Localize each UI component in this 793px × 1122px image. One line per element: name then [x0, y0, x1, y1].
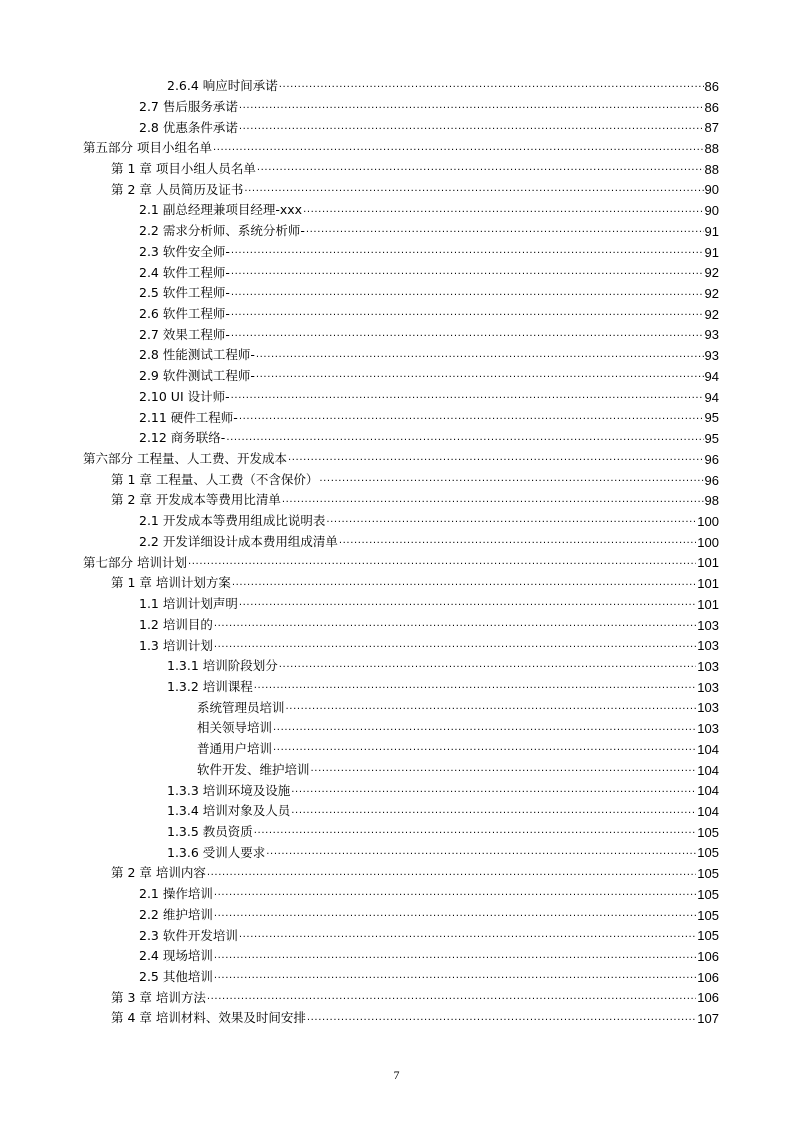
toc-entry-title: 2.1 操作培训: [139, 886, 213, 902]
toc-entry[interactable]: [0, 97, 793, 118]
toc-dot-leader: [303, 205, 703, 217]
toc-dot-leader: [188, 557, 696, 569]
toc-dot-leader: [291, 785, 696, 797]
toc-entry[interactable]: [0, 635, 793, 656]
toc-dot-leader: [214, 888, 696, 900]
toc-entry-title: 2.4 软件工程师-: [139, 264, 230, 280]
toc-dot-leader: [319, 474, 703, 486]
toc-entry[interactable]: [0, 553, 793, 574]
toc-entry[interactable]: [0, 387, 793, 408]
toc-entry-page: 91: [704, 223, 719, 239]
toc-entry-page: 106: [697, 990, 719, 1006]
toc-entry-page: 92: [704, 265, 719, 281]
toc-entry[interactable]: [0, 428, 793, 449]
toc-dot-leader: [306, 225, 704, 237]
toc-entry-page: 95: [704, 410, 719, 426]
toc-dot-leader: [226, 433, 703, 445]
toc-entry[interactable]: [0, 594, 793, 615]
toc-dot-leader: [231, 391, 704, 403]
toc-entry-page: 101: [697, 596, 719, 612]
toc-entry-title: 2.10 UI 设计师-: [139, 388, 230, 404]
toc-entry-page: 105: [697, 886, 719, 902]
toc-entry-title: 1.3.2 培训课程: [167, 678, 253, 694]
toc-entry-title: 1.3.6 受训人要求: [167, 844, 266, 860]
toc-entry[interactable]: [0, 760, 793, 781]
toc-entry-title: 2.9 软件测试工程师-: [139, 368, 255, 384]
toc-entry[interactable]: [0, 843, 793, 864]
toc-entry[interactable]: [0, 325, 793, 346]
toc-entry[interactable]: [0, 739, 793, 760]
toc-entry-title: 第 4 章 培训材料、效果及时间安排: [111, 1010, 306, 1026]
toc-entry-page: 103: [697, 679, 719, 695]
toc-dot-leader: [311, 764, 697, 776]
toc-entry-title: 第 2 章 开发成本等费用比清单: [111, 492, 281, 508]
toc-entry[interactable]: [0, 138, 793, 159]
toc-dot-leader: [307, 1013, 696, 1025]
toc-dot-leader: [339, 536, 696, 548]
toc-dot-leader: [231, 329, 704, 341]
toc-entry[interactable]: [0, 884, 793, 905]
toc-dot-leader: [326, 515, 696, 527]
toc-entry[interactable]: [0, 242, 793, 263]
toc-entry-page: 107: [697, 1011, 719, 1027]
toc-entry-title: 2.8 优惠条件承诺: [139, 119, 238, 135]
toc-entry-page: 101: [697, 576, 719, 592]
toc-entry-page: 106: [697, 949, 719, 965]
toc-dot-leader: [286, 702, 697, 714]
toc-entry[interactable]: [0, 863, 793, 884]
toc-entry-title: 2.5 其他培训: [139, 969, 213, 985]
toc-entry[interactable]: [0, 1008, 793, 1029]
toc-entry-page: 104: [697, 741, 719, 757]
toc-dot-leader: [214, 971, 696, 983]
page-number: 7: [393, 1068, 400, 1082]
toc-entry[interactable]: [0, 905, 793, 926]
toc-entry[interactable]: [0, 490, 793, 511]
toc-entry-title: 2.5 软件工程师-: [139, 285, 230, 301]
toc-entry-page: 105: [697, 928, 719, 944]
toc-entry-title: 1.3.4 培训对象及人员: [167, 803, 291, 819]
toc-entry-title: 2.7 售后服务承诺: [139, 98, 238, 114]
toc-entry-title: 1.1 培训计划声明: [139, 596, 238, 612]
toc-dot-leader: [282, 495, 704, 507]
toc-entry-page: 103: [697, 638, 719, 654]
toc-dot-leader: [257, 163, 704, 175]
toc-entry-title: 2.6.4 响应时间承诺: [167, 78, 278, 94]
toc-entry-title: 系统管理员培训: [197, 699, 285, 715]
toc-dot-leader: [254, 681, 697, 693]
toc-entry-page: 93: [704, 348, 719, 364]
toc-entry-page: 94: [704, 368, 719, 384]
toc-entry-page: 104: [697, 762, 719, 778]
toc-entry-page: 87: [704, 120, 719, 136]
toc-dot-leader: [256, 370, 704, 382]
toc-entry[interactable]: [0, 408, 793, 429]
toc-entry-page: 96: [704, 451, 719, 467]
toc-dot-leader: [239, 598, 696, 610]
toc-entry-title: 2.1 副总经理兼项目经理-xxx: [139, 202, 303, 218]
table-of-contents: [0, 76, 793, 1029]
toc-entry-page: 100: [697, 534, 719, 550]
toc-entry[interactable]: [0, 801, 793, 822]
toc-dot-leader: [279, 80, 704, 92]
toc-dot-leader: [214, 640, 696, 652]
toc-entry-title: 2.3 软件开发培训: [139, 927, 238, 943]
toc-entry[interactable]: [0, 718, 793, 739]
toc-entry-page: 90: [704, 203, 719, 219]
toc-entry-page: 105: [697, 907, 719, 923]
toc-entry[interactable]: [0, 967, 793, 988]
toc-dot-leader: [273, 743, 696, 755]
toc-dot-leader: [231, 308, 704, 320]
toc-dot-leader: [207, 992, 696, 1004]
toc-entry-title: 2.6 软件工程师-: [139, 306, 230, 322]
toc-entry-page: 96: [704, 472, 719, 488]
toc-entry-page: 98: [704, 493, 719, 509]
toc-dot-leader: [239, 101, 704, 113]
toc-entry-page: 86: [704, 78, 719, 94]
toc-entry-title: 第 2 章 培训内容: [111, 865, 206, 881]
toc-dot-leader: [239, 930, 696, 942]
toc-entry-title: 1.3.5 教员资质: [167, 823, 253, 839]
toc-entry-title: 2.2 维护培训: [139, 906, 213, 922]
toc-entry[interactable]: [0, 366, 793, 387]
toc-entry[interactable]: [0, 470, 793, 491]
toc-entry-title: 2.8 性能测试工程师-: [139, 347, 255, 363]
toc-entry[interactable]: [0, 573, 793, 594]
toc-entry-title: 2.11 硬件工程师-: [139, 409, 238, 425]
toc-dot-leader: [266, 847, 696, 859]
toc-entry-title: 软件开发、维护培训: [197, 761, 310, 777]
toc-entry-page: 88: [704, 141, 719, 157]
toc-entry-page: 93: [704, 327, 719, 343]
toc-entry-title: 相关领导培训: [197, 720, 273, 736]
toc-dot-leader: [256, 350, 704, 362]
toc-dot-leader: [239, 122, 704, 134]
toc-entry-title: 第五部分 项目小组名单: [83, 140, 212, 156]
toc-dot-leader: [244, 184, 703, 196]
toc-entry[interactable]: [0, 283, 793, 304]
toc-entry[interactable]: [0, 511, 793, 532]
toc-entry[interactable]: [0, 76, 793, 97]
toc-dot-leader: [288, 453, 704, 465]
toc-dot-leader: [214, 619, 696, 631]
toc-entry-page: 105: [697, 845, 719, 861]
toc-entry[interactable]: [0, 780, 793, 801]
toc-entry-page: 106: [697, 969, 719, 985]
toc-entry-title: 2.2 开发详细设计成本费用组成清单: [139, 533, 338, 549]
toc-entry-page: 94: [704, 389, 719, 405]
toc-entry[interactable]: [0, 946, 793, 967]
toc-entry-page: 92: [704, 286, 719, 302]
toc-entry-page: 88: [704, 161, 719, 177]
toc-entry[interactable]: [0, 449, 793, 470]
toc-dot-leader: [213, 143, 704, 155]
toc-entry-title: 2.3 软件安全师-: [139, 243, 230, 259]
toc-dot-leader: [231, 288, 704, 300]
toc-entry-title: 2.2 需求分析师、系统分析师-: [139, 223, 305, 239]
toc-entry-title: 1.2 培训目的: [139, 616, 213, 632]
toc-entry[interactable]: [0, 656, 793, 677]
toc-entry-page: 105: [697, 824, 719, 840]
toc-entry-page: 92: [704, 306, 719, 322]
toc-entry-title: 第七部分 培训计划: [83, 554, 187, 570]
toc-entry[interactable]: [0, 221, 793, 242]
toc-dot-leader: [279, 660, 697, 672]
toc-entry-page: 86: [704, 99, 719, 115]
toc-entry-page: 105: [697, 866, 719, 882]
toc-entry-title: 2.7 效果工程师-: [139, 326, 230, 342]
toc-entry[interactable]: [0, 988, 793, 1009]
toc-entry[interactable]: [0, 262, 793, 283]
toc-entry[interactable]: [0, 677, 793, 698]
toc-entry[interactable]: [0, 200, 793, 221]
toc-dot-leader: [231, 267, 704, 279]
toc-entry-page: 103: [697, 658, 719, 674]
toc-entry-title: 1.3.1 培训阶段划分: [167, 658, 278, 674]
toc-dot-leader: [214, 951, 696, 963]
toc-entry[interactable]: [0, 822, 793, 843]
toc-entry[interactable]: [0, 532, 793, 553]
toc-entry-title: 第六部分 工程量、人工费、开发成本: [83, 451, 287, 467]
toc-entry-page: 104: [697, 783, 719, 799]
toc-entry[interactable]: [0, 304, 793, 325]
toc-dot-leader: [273, 723, 696, 735]
toc-dot-leader: [239, 412, 704, 424]
toc-entry-title: 1.3 培训计划: [139, 637, 213, 653]
toc-dot-leader: [214, 909, 696, 921]
toc-entry-title: 第 1 章 项目小组人员名单: [111, 160, 256, 176]
toc-entry-title: 普通用户培训: [197, 741, 273, 757]
toc-entry-title: 1.3.3 培训环境及设施: [167, 782, 291, 798]
toc-entry-page: 90: [704, 182, 719, 198]
toc-entry-page: 101: [697, 555, 719, 571]
toc-entry[interactable]: [0, 925, 793, 946]
toc-entry-title: 2.1 开发成本等费用组成比说明表: [139, 513, 326, 529]
toc-entry[interactable]: [0, 615, 793, 636]
toc-entry[interactable]: [0, 180, 793, 201]
toc-entry-title: 2.4 现场培训: [139, 948, 213, 964]
toc-entry-title: 第 2 章 人员简历及证书: [111, 181, 244, 197]
toc-entry[interactable]: [0, 117, 793, 138]
toc-entry-title: 第 3 章 培训方法: [111, 989, 206, 1005]
toc-entry-page: 95: [704, 431, 719, 447]
toc-entry-page: 103: [697, 617, 719, 633]
toc-entry-page: 104: [697, 804, 719, 820]
toc-entry[interactable]: [0, 159, 793, 180]
toc-entry-title: 2.12 商务联络-: [139, 430, 226, 446]
toc-entry-page: 103: [697, 700, 719, 716]
toc-entry-title: 第 1 章 工程量、人工费（不含保价）: [111, 471, 319, 487]
toc-dot-leader: [207, 868, 696, 880]
toc-entry[interactable]: [0, 345, 793, 366]
toc-dot-leader: [232, 578, 696, 590]
toc-entry-page: 100: [697, 513, 719, 529]
toc-entry[interactable]: [0, 698, 793, 719]
toc-dot-leader: [231, 246, 704, 258]
toc-dot-leader: [291, 806, 696, 818]
toc-dot-leader: [254, 826, 697, 838]
toc-entry-page: 91: [704, 244, 719, 260]
toc-entry-page: 103: [697, 721, 719, 737]
toc-entry-title: 第 1 章 培训计划方案: [111, 575, 231, 591]
